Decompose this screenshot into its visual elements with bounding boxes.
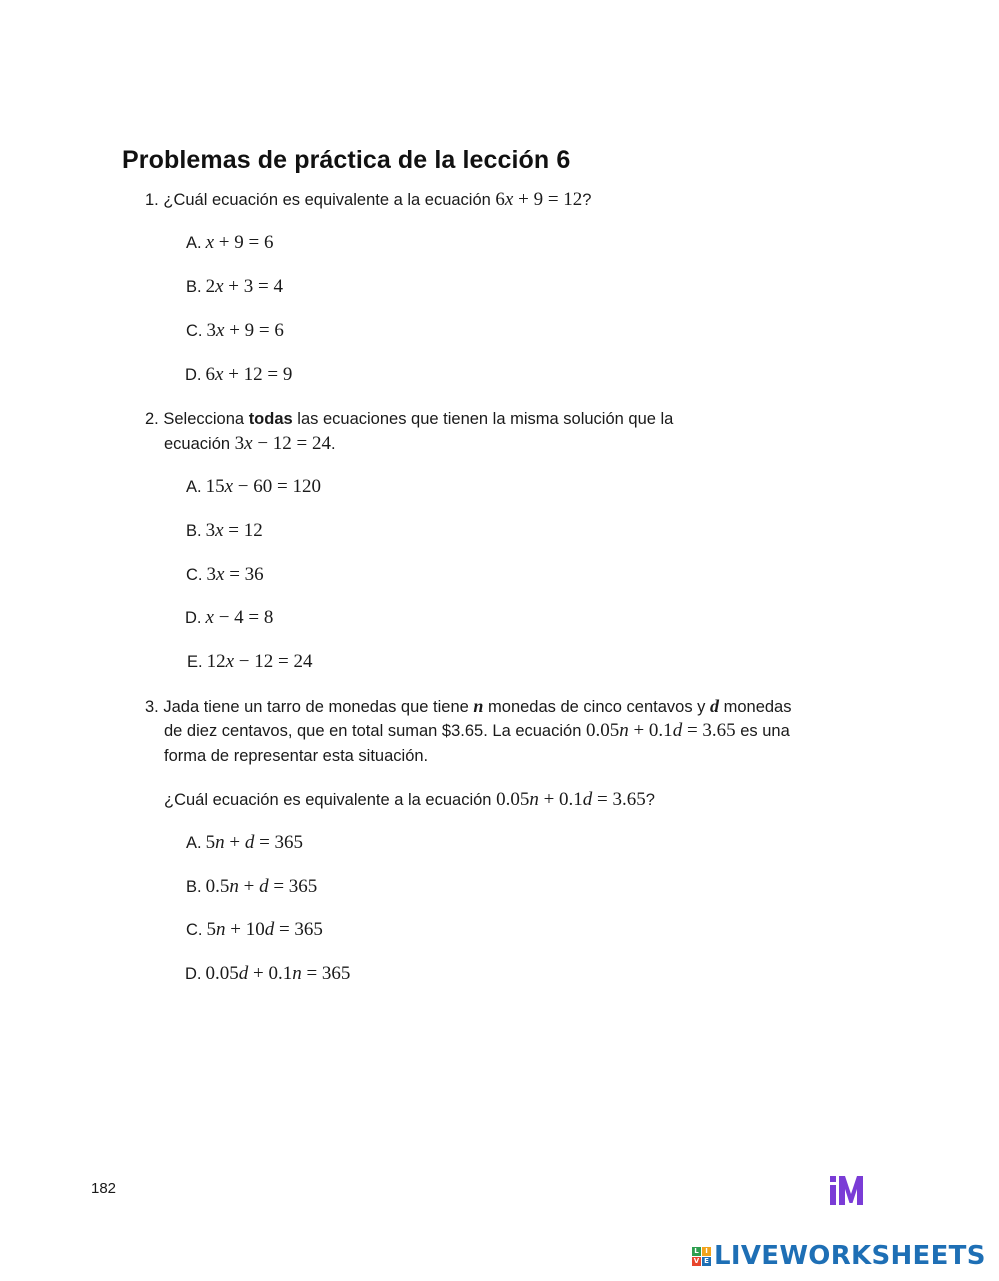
option-3d[interactable]: D. 0.05d + 0.1n = 365: [185, 963, 351, 984]
option-3a[interactable]: A. 5n + d = 365: [186, 832, 304, 853]
equation: 6x + 12 = 9: [205, 364, 293, 385]
equation: 3x + 9 = 6: [206, 320, 284, 341]
question-2: 2. Selecciona todas las ecuaciones que tienen la misma solución que la: [145, 410, 674, 428]
equation: 6x + 9 = 12: [495, 189, 583, 210]
question-number: 1.: [145, 191, 159, 209]
option-1b[interactable]: B. 2x + 3 = 4: [186, 276, 283, 297]
equation: 3x − 12 = 24: [234, 433, 332, 454]
question-3-line-3: forma de representar esta situación.: [164, 747, 429, 765]
option-2d[interactable]: D. x − 4 = 8: [185, 607, 274, 628]
equation: x − 4 = 8: [205, 607, 274, 628]
question-number: 2.: [145, 410, 159, 428]
option-1a[interactable]: A. x + 9 = 6: [186, 232, 274, 253]
option-2a[interactable]: A. 15x − 60 = 120: [186, 476, 321, 497]
equation: 3x = 12: [205, 520, 263, 541]
option-2b[interactable]: B. 3x = 12: [186, 520, 263, 541]
option-2c[interactable]: C. 3x = 36: [186, 564, 264, 585]
question-2-cont: ecuación 3x − 12 = 24.: [164, 433, 336, 454]
option-3b[interactable]: B. 0.5n + d = 365: [186, 876, 318, 897]
liveworksheets-wordmark: LIVEWORKSHEETS: [714, 1241, 986, 1271]
equation: 5n + d = 365: [205, 832, 304, 853]
im-logo-icon: [828, 1172, 868, 1208]
option-2e[interactable]: E. 12x − 12 = 24: [187, 651, 313, 672]
question-3-prompt: ¿Cuál ecuación es equivalente a la ecuación 0.05n + 0.1d = 3.65?: [164, 789, 655, 810]
page-title: Problemas de práctica de la lección 6: [122, 146, 571, 174]
equation: 0.5n + d = 365: [205, 876, 318, 897]
question-number: 3.: [145, 698, 159, 716]
question-text: ¿Cuál ecuación es equivalente a la ecuación: [163, 191, 491, 209]
page-number: 182: [91, 1180, 117, 1197]
equation: 15x − 60 = 120: [205, 476, 321, 497]
liveworksheets-grid-icon: L I V E: [692, 1247, 711, 1266]
equation: x + 9 = 6: [205, 232, 274, 253]
equation: 3x = 36: [206, 564, 264, 585]
equation: 0.05n + 0.1d = 3.65: [496, 789, 646, 810]
question-3-line-2: de diez centavos, que en total suman $3.65. La ecuación 0.05n + 0.1d = 3.65 es una: [164, 720, 790, 741]
equation: 0.05d + 0.1n = 365: [205, 963, 351, 984]
question-1: 1. ¿Cuál ecuación es equivalente a la ecuación 6x + 9 = 12?: [145, 189, 592, 210]
equation: 2x + 3 = 4: [205, 276, 283, 297]
equation: 5n + 10d = 365: [206, 919, 323, 940]
question-3: 3. Jada tiene un tarro de monedas que tiene n monedas de cinco centavos y d monedas: [145, 696, 792, 716]
liveworksheets-logo[interactable]: [692, 1241, 986, 1271]
equation: 0.05n + 0.1d = 3.65: [585, 720, 736, 741]
option-3c[interactable]: C. 5n + 10d = 365: [186, 919, 323, 940]
option-1c[interactable]: C. 3x + 9 = 6: [186, 320, 284, 341]
option-1d[interactable]: D. 6x + 12 = 9: [185, 364, 293, 385]
equation: 12x − 12 = 24: [206, 651, 313, 672]
